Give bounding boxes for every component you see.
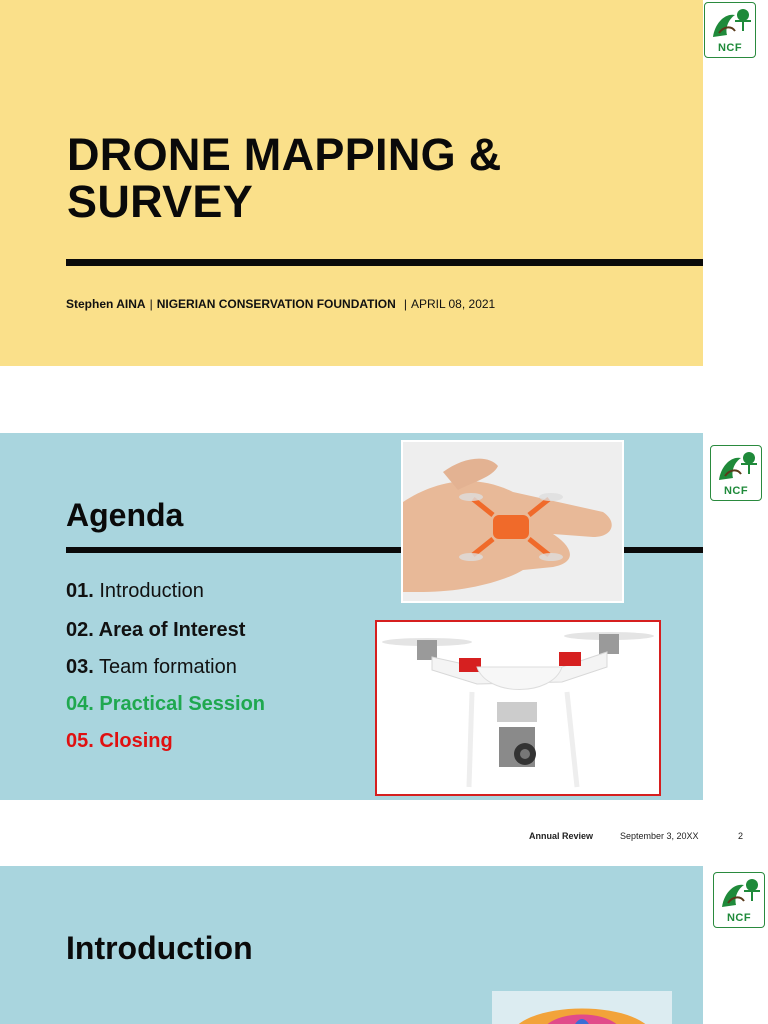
ncf-logo — [704, 2, 756, 58]
agenda-label: Closing — [99, 730, 173, 752]
phantom-drone-photo — [375, 620, 661, 796]
agenda-item — [66, 730, 173, 753]
ncf-logo-icon — [711, 446, 762, 490]
title-divider — [66, 259, 703, 266]
slide-title-line-1: DRONE MAPPING & — [67, 129, 502, 180]
presentation-date: APRIL 08, 2021 — [410, 297, 496, 311]
mini-drone-photo — [401, 440, 624, 603]
ncf-logo-text: NCF — [723, 485, 749, 497]
agenda-label: Practical Session — [99, 693, 266, 715]
agenda-number: 01. — [66, 580, 94, 602]
ncf-logo-text: NCF — [717, 42, 743, 54]
ncf-logo — [710, 445, 762, 501]
ncf-logo-text: NCF — [726, 912, 752, 924]
agenda-number: 03. — [66, 656, 94, 678]
footer-date: September 3, 20XX — [620, 831, 699, 841]
ncf-logo — [713, 872, 765, 928]
agenda-number: 02. — [66, 619, 94, 641]
organization-name: NIGERIAN CONSERVATION FOUNDATION — [156, 297, 396, 311]
agenda-item — [66, 619, 245, 642]
agenda-title: Agenda — [66, 497, 184, 533]
agenda-item — [66, 656, 237, 679]
balloon-photo — [492, 991, 672, 1024]
byline-separator: | — [149, 297, 153, 311]
agenda-item — [66, 580, 204, 603]
author-name: Stephen AINA — [66, 297, 146, 311]
slide-title-line-2: SURVEY — [67, 176, 254, 227]
agenda-label: Team formation — [99, 656, 237, 678]
byline-separator: | — [403, 297, 407, 311]
slide-title — [67, 131, 687, 225]
agenda-item — [66, 693, 265, 716]
byline — [66, 297, 495, 311]
agenda-label: Introduction — [99, 580, 204, 602]
agenda-number: 04. — [66, 693, 94, 715]
page-number: 2 — [738, 831, 744, 841]
footer-label: Annual Review — [529, 831, 594, 841]
ncf-logo-icon — [705, 3, 756, 47]
ncf-logo-icon — [714, 873, 765, 917]
introduction-title: Introduction — [66, 930, 253, 966]
agenda-number: 05. — [66, 730, 94, 752]
agenda-label: Area of Interest — [98, 619, 246, 641]
